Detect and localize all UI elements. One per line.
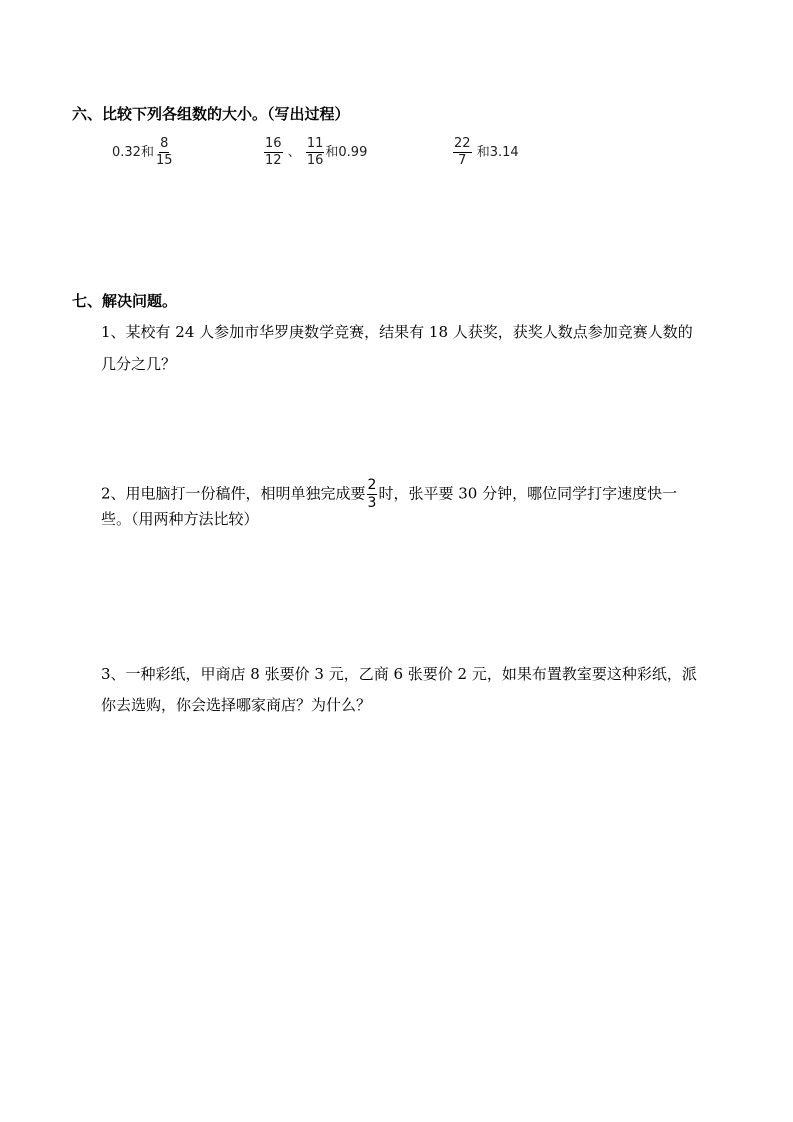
question-2-line-1 [101, 478, 677, 511]
question-1-line-1: 1、某校有 24 人参加市华罗庚数学竞赛，结果有 18 人获奖，获奖人数点参加竞赛人数的 [101, 323, 693, 341]
question-2-text-before: 2、用电脑打一份稿件，相明单独完成要 [101, 484, 366, 503]
fraction-numerator: 2 [367, 477, 377, 493]
fraction-denominator: 12 [265, 153, 282, 168]
fraction-denominator: 3 [367, 495, 377, 511]
fraction [367, 478, 378, 511]
fraction-numerator: 11 [306, 136, 324, 151]
fraction-numerator: 22 [454, 136, 471, 151]
question-2-text-after: 时，张平要 30 分钟，哪位同学打字速度快一 [378, 484, 678, 503]
section7-heading: 七、解决问题。 [72, 292, 178, 310]
question-3-line-2: 你去选购，你会选择哪家商店？为什么？ [101, 696, 372, 714]
fraction-denominator: 7 [458, 153, 467, 168]
question-1-line-2: 几分之几？ [101, 355, 177, 373]
fraction-numerator: 16 [265, 136, 282, 151]
fraction-denominator: 15 [155, 153, 173, 168]
fraction [155, 137, 174, 168]
decimal-value: 0.32 [112, 145, 141, 160]
compare-item-1 [112, 137, 175, 168]
conjunction-value: 和0.99 [325, 145, 368, 160]
fraction [264, 137, 283, 168]
separator: 、 [287, 145, 301, 160]
compare-item-3 [452, 137, 519, 168]
fraction-numerator: 8 [160, 136, 169, 151]
conjunction: 和 [140, 145, 154, 160]
question-2-line-2: 些。（用两种方法比较） [101, 510, 259, 528]
fraction-denominator: 16 [306, 153, 324, 168]
compare-item-2 [263, 137, 367, 168]
question-3-line-1: 3、一种彩纸，甲商店 8 张要价 3 元，乙商 6 张要价 2 元，如果布置教室要这种彩纸，派 [101, 665, 697, 683]
fraction [453, 137, 472, 168]
fraction [306, 137, 325, 168]
section6-heading: 六、比较下列各组数的大小。（写出过程） [72, 105, 350, 123]
conjunction-value: 和3.14 [476, 145, 519, 160]
